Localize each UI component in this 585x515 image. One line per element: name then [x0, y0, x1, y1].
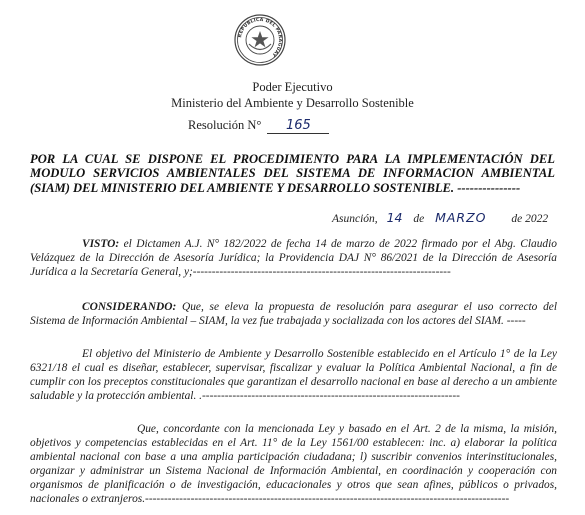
objetivo-text: El objetivo del Ministerio de Ambiente y Desarrollo Sostenible establecido en el Artículo 1° de la Ley 6321/18 el cual es diseñar, establecer, supervisar, fiscalizar y evaluar la Política Ambiental Nacional, a fin de cumplir con los preceptos constitucionales que garantizan el desarrollo nacional en base al derecho a un ambiente saludable y la protección ambiental. .--------------------------------------------------------------------: [30, 348, 557, 403]
resolution-number: 165: [267, 119, 329, 134]
paragraph-visto: [30, 237, 557, 279]
considerando-lead: CONSIDERANDO:: [82, 301, 177, 313]
resolution-label: Resolución N°: [188, 118, 262, 132]
resolution-line: [188, 118, 329, 134]
seal-text: REPUBLICA DEL PARAGUAY: [238, 17, 283, 58]
considerando-text: Que, se eleva la propuesta de resolución para asegurar el uso correcto del Sistema de Información Ambiental – SIAM, la vez fue trabajada y socializada con los actores del SIAM. -----: [30, 301, 557, 328]
date-city: Asunción,: [332, 213, 378, 225]
visto-lead: VISTO:: [82, 238, 120, 250]
date-month: MARZO: [435, 210, 487, 225]
date-day: 14: [386, 210, 403, 225]
document-title: POR LA CUAL SE DISPONE EL PROCEDIMIENTO PARA LA IMPLEMENTACIÓN DEL MODULO SERVICIOS AMBIENTALES DEL SISTEMA DE INFORMACION AMBIENTAL (SIAM) DEL MINISTERIO DEL AMBIENTE Y DESARROLLO SOSTENIBLE. ---------------: [30, 152, 555, 195]
concordante-text: Que, concordante con la mencionada Ley y basado en el Art. 2 de la misma, la misión, objetivos y competencias establecidas en el Art. 11° de la Ley 1561/00 establecen: inc. a) elaborar la política ambiental nacional con base a una amplia participación ciudadana; l) suscribir convenios interinstitucionales, organizar y administrar un Sistema Nacional de Información Ambiental, en coordinación y cooperación con organismos de planificación o de investigación, educacionales y otros que sean afines, públicos o privados, nacionales o extranjeros.------------------------------------------------------------------------------------------------: [30, 423, 557, 506]
paragraph-considerando: [30, 300, 557, 328]
date-line: [332, 210, 557, 225]
paragraph-objetivo: [30, 347, 557, 403]
visto-text: el Dictamen A.J. N° 182/2022 de fecha 14 de marzo de 2022 firmado por el Abg. Claudio Velázquez de la Dirección de Asesoría Jurídica; la Providencia DAJ N° 86/2021 de la Dirección de Asesoría Jurídica a la Secretaría General, y;--------------------------------------------------------------------: [30, 238, 557, 279]
date-year: de 2022: [511, 213, 549, 225]
paragraph-concordante: [30, 422, 557, 507]
header-ministry: Ministerio del Ambiente y Desarrollo Sostenible: [171, 96, 414, 110]
header-poder-ejecutivo: Poder Ejecutivo: [252, 80, 333, 94]
date-de: de: [413, 213, 425, 225]
national-seal-icon: [234, 14, 286, 66]
